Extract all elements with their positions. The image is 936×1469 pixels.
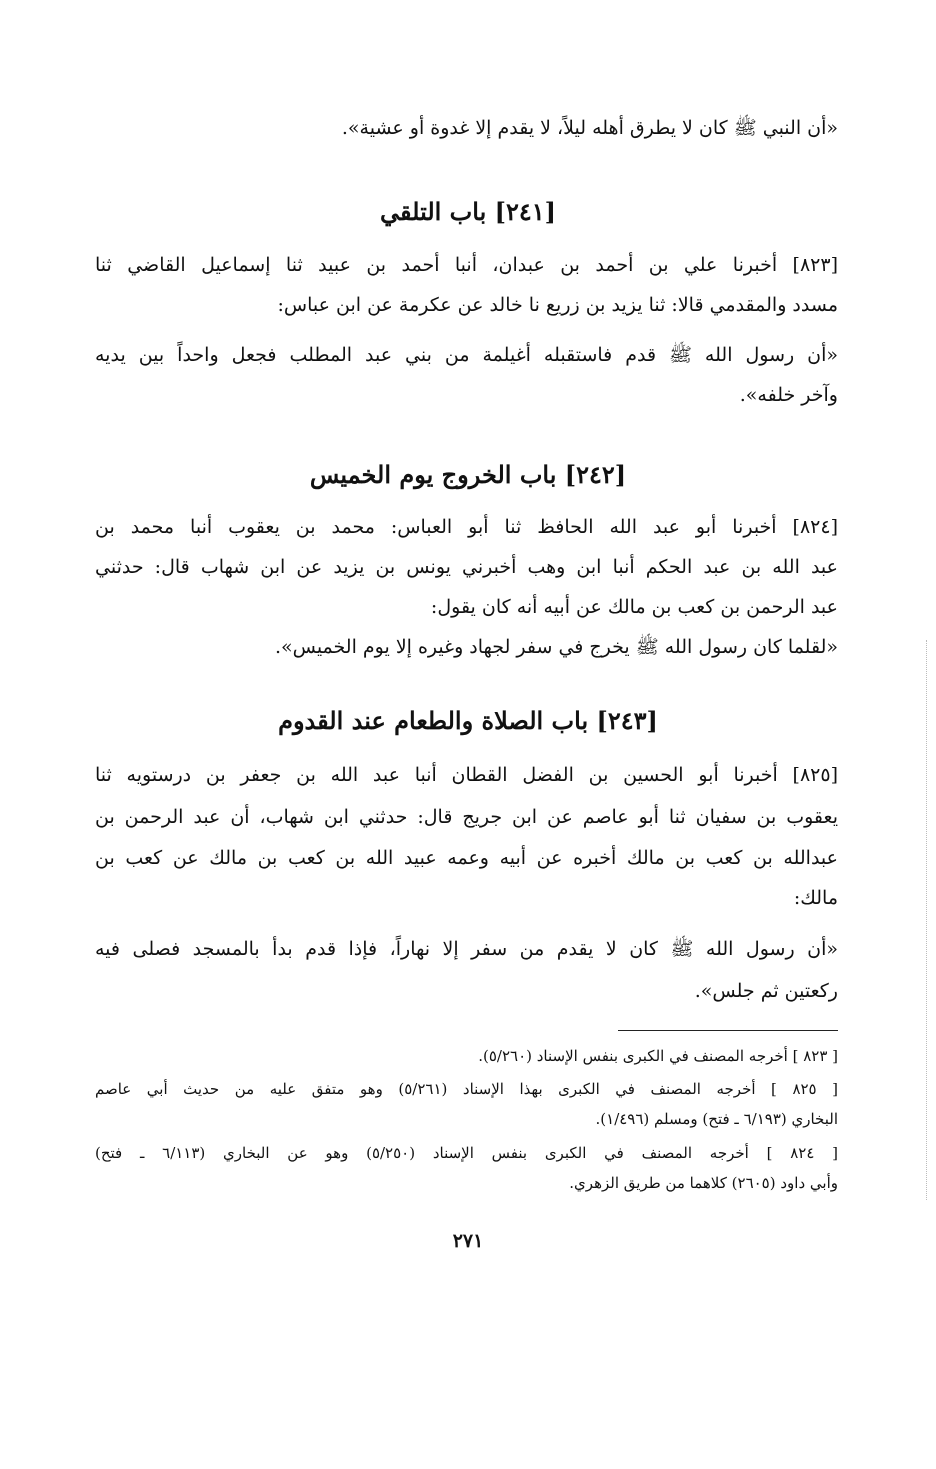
chapter-heading-243: [٢٤٣] باب الصلاة والطعام عند القدوم xyxy=(278,706,658,735)
isnad-line: مالك: xyxy=(793,887,838,909)
footnote-824-continued: وأبي داود (٢٦٠٥) كلاهما من طريق الزهري. xyxy=(569,1174,838,1192)
isnad-line: عبدالله بن كعب بن مالك أخبره عن أبيه وعمه عبيد الله بن كعب بن مالك عن كعب بن xyxy=(95,847,838,869)
isnad-line: [٨٢٥] أخبرنا أبو الحسين بن الفضل القطان أنبا عبد الله بن جعفر بن درستويه ثنا xyxy=(95,764,838,786)
isnad-line: [٨٢٣] أخبرنا علي بن أحمد بن عبدان، أنبا أحمد بن عبيد ثنا إسماعيل القاضي ثنا xyxy=(95,254,838,276)
scan-edge-dots xyxy=(926,640,928,1200)
hadith-text-line: «أن رسول الله ﷺ قدم فاستقبله أغيلمة من بني عبد المطلب فجعل واحداً بين يديه xyxy=(95,344,838,366)
hadith-text-line: وآخر خلفه». xyxy=(739,384,838,406)
footnote-823: [ ٨٢٣ ] أخرجه المصنف في الكبرى بنفس الإسناد (٥/٢٦٠). xyxy=(478,1047,838,1065)
isnad-line: عبد الله بن عبد الحكم أنبا ابن وهب أخبرني يونس بن يزيد عن ابن شهاب قال: حدثني xyxy=(95,556,838,578)
isnad-line: عبد الرحمن بن كعب بن مالك عن أبيه أنه كان يقول: xyxy=(430,596,838,618)
chapter-heading-242: [٢٤٢] باب الخروج يوم الخميس xyxy=(309,460,627,489)
isnad-line: يعقوب بن سفيان ثنا أبو عاصم عن ابن جريج قال: حدثني ابن شهاب، أن عبد الرحمن بن xyxy=(95,806,838,828)
hadith-text-line: «لقلما كان رسول الله ﷺ يخرج في سفر لجهاد وغيره إلا يوم الخميس». xyxy=(274,636,838,658)
hadith-text-line: «أن النبي ﷺ كان لا يطرق أهله ليلاً، لا يقدم إلا غدوة أو عشية». xyxy=(341,117,838,139)
footnote-825: [ ٨٢٥ ] أخرجه المصنف في الكبرى بهذا الإسناد (٥/٢٦١) وهو متفق عليه من حديث أبي عاصم xyxy=(95,1080,838,1098)
page-number: ٢٧١ xyxy=(452,1230,484,1252)
chapter-heading-241: [٢٤١] باب التلقي xyxy=(380,197,556,226)
isnad-line: مسدد والمقدمي قالا: ثنا يزيد بن زريع نا خالد عن عكرمة عن ابن عباس: xyxy=(277,294,838,316)
footnote-824: [ ٨٢٤ ] أخرجه المصنف في الكبرى بنفس الإسناد (٥/٢٥٠) وهو عن البخاري (٦/١١٣ ـ فتح) xyxy=(95,1144,838,1162)
hadith-text-line: «أن رسول الله ﷺ كان لا يقدم من سفر إلا نهاراً، فإذا قدم بدأ بالمسجد فصلى فيه xyxy=(95,938,838,960)
footnote-separator xyxy=(618,1030,838,1031)
hadith-text-line: ركعتين ثم جلس». xyxy=(694,980,838,1002)
isnad-line: [٨٢٤] أخبرنا أبو عبد الله الحافظ ثنا أبو العباس: محمد بن يعقوب أنبا محمد بن xyxy=(95,516,838,538)
footnote-825-continued: البخاري (٦/١٩٣ ـ فتح) ومسلم (١/٤٩٦). xyxy=(595,1110,838,1128)
